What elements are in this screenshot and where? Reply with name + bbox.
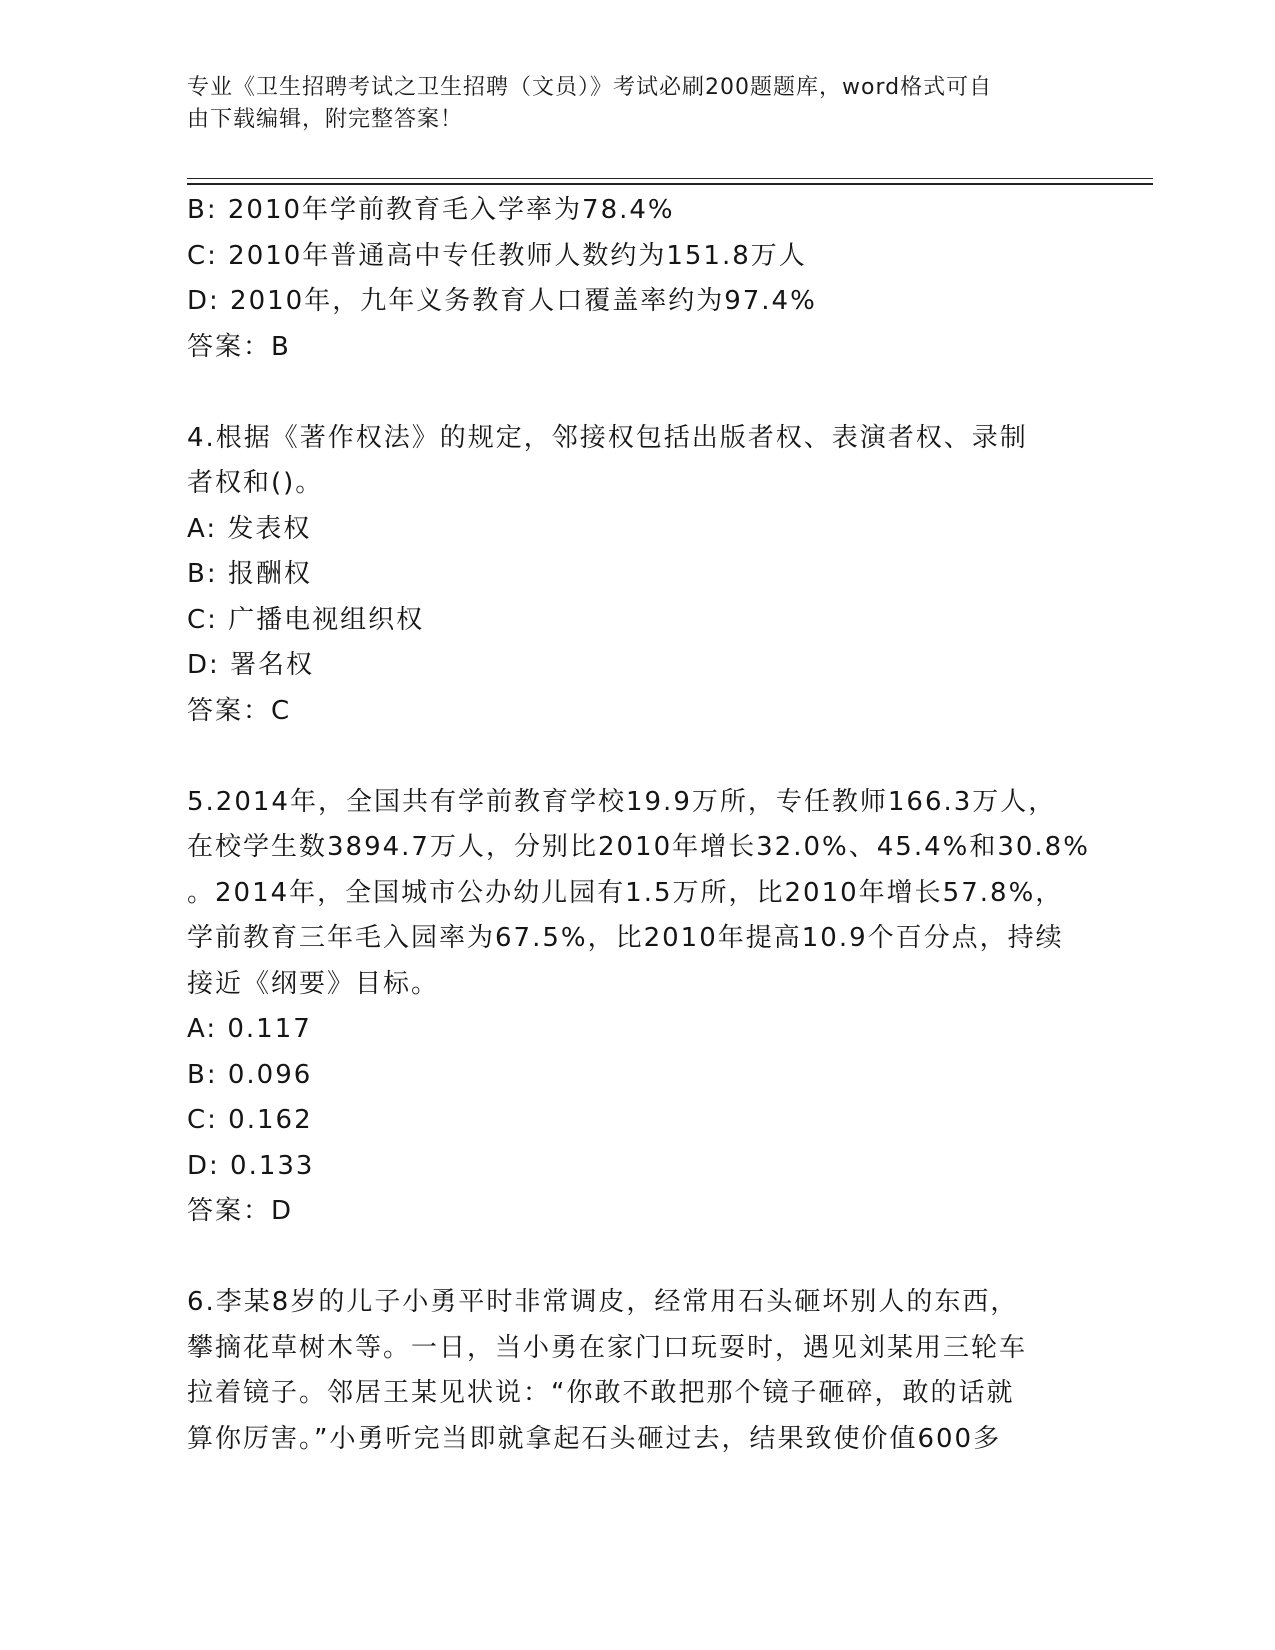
option-b: B: 2010年学前教育毛入学率为78.4% [187,195,675,225]
stem-line: 4.根据《著作权法》的规定，邻接权包括出版者权、表演者权、录制 [187,422,1028,453]
question-4-options [187,507,1087,689]
option-d: D: 署名权 [187,650,315,680]
option-a: A: 发表权 [187,513,312,544]
spacer [187,734,1087,780]
option-d: D: 0.133 [187,1150,315,1181]
question-6-stem [187,1280,1087,1462]
stem-line: 拉着镜子。邻居王某见状说：“你敢不敢把那个镜子砸碎，敢的话就 [187,1378,1015,1408]
question-5-stem [187,780,1090,1008]
question-3-answer: 答案：B [187,331,291,362]
option-c: C: 广播电视组织权 [187,604,425,635]
stem-line: 5.2014年，全国共有学前教育学校19.9万所，专任教师166.3万人， [187,786,1057,817]
question-5-answer: 答案：D [187,1196,294,1226]
spacer [187,370,1087,416]
question-4-stem [187,416,1087,507]
stem-line: 接近《纲要》目标。 [187,968,440,999]
stem-line: 6.李某8岁的儿子小勇平时非常调皮，经常用石头砸坏别人的东西， [187,1287,1019,1317]
stem-line: 学前教育三年毛入园率为67.5%，比2010年提高10.9个百分点，持续 [187,923,1064,953]
option-c: C: 2010年普通高中专任教师人数约为151.8万人 [187,240,807,271]
stem-line: 算你厉害。”小勇听完当即就拿起石头砸过去，结果致使价值600多 [187,1423,1002,1454]
question-5-options [187,1007,1087,1189]
option-b: B: 报酬权 [187,559,312,589]
option-b: B: 0.096 [187,1059,313,1090]
option-d: D: 2010年，九年义务教育人口覆盖率约为97.4% [187,286,817,316]
option-a: A: 0.117 [187,1014,312,1044]
header-line-1: 专业《卫生招聘考试之卫生招聘（文员）》考试必刷200题题库，word格式可自 [187,75,993,100]
document-body [187,188,1090,1462]
header-line-2: 由下载编辑，附完整答案！ [187,107,464,132]
document-header [187,72,1067,136]
stem-line: 攀摘花草树木等。一日，当小勇在家门口玩耍时，遇见刘某用三轮车 [187,1332,1028,1363]
spacer [187,1235,1087,1281]
header-rule-thick [187,183,1153,185]
stem-line: 者权和()。 [187,468,324,498]
header-rule-thin [187,178,1153,179]
question-3-options [187,188,1087,325]
stem-line: 。2014年，全国城市公办幼儿园有1.5万所，比2010年增长57.8%， [187,877,1064,908]
stem-line: 在校学生数3894.7万人，分别比2010年增长32.0%、45.4%和30.8% [187,832,1090,862]
option-c: C: 0.162 [187,1105,313,1135]
question-4-answer: 答案：C [187,695,292,726]
